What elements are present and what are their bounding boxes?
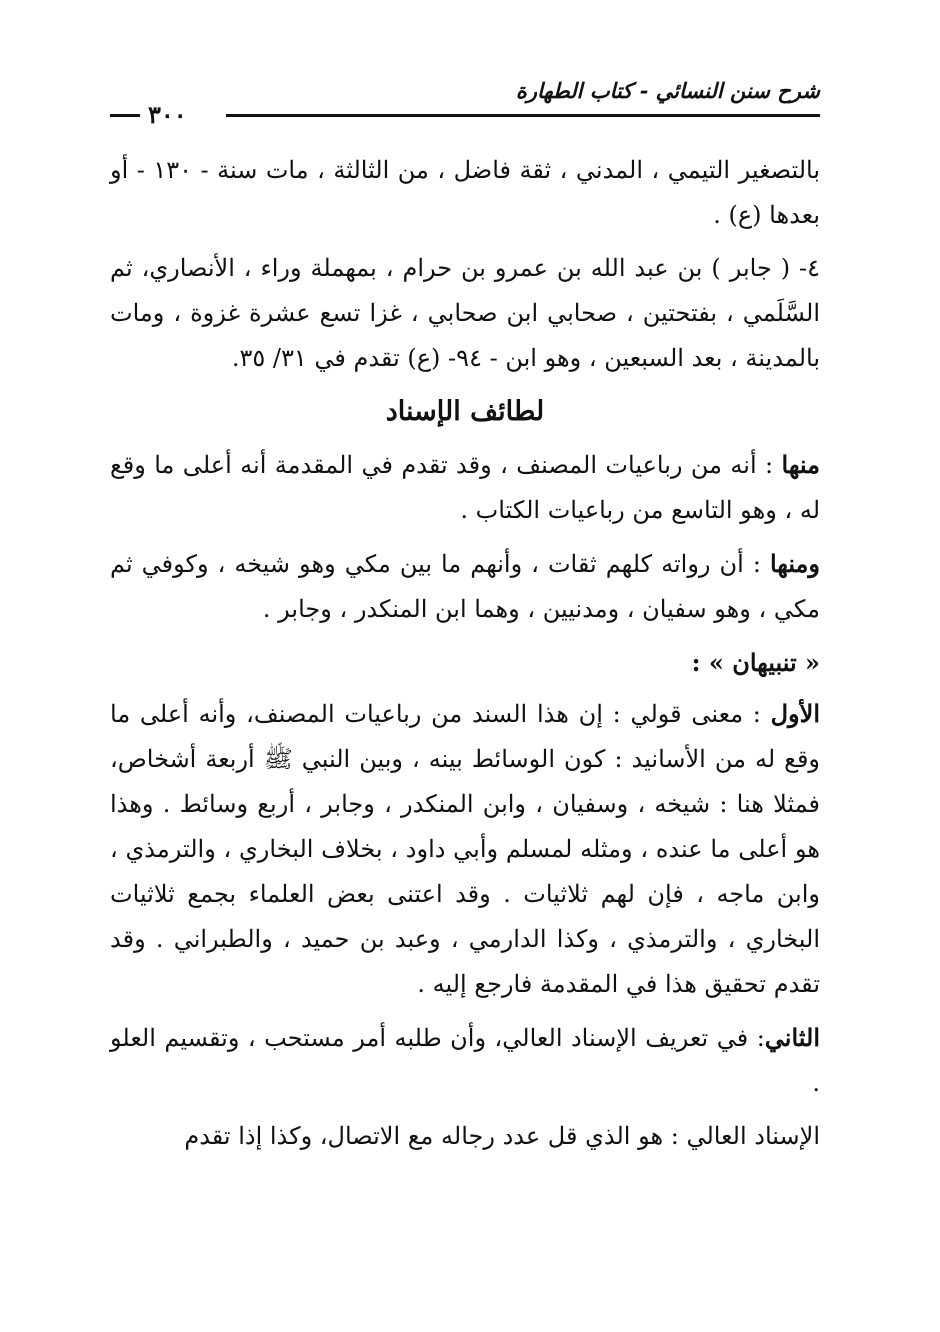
paragraph-second-note xyxy=(110,1015,820,1106)
paragraph-first-note xyxy=(110,691,820,1007)
lead-word: منها xyxy=(781,450,820,479)
page-number: ٣٠٠ xyxy=(148,100,187,129)
paragraph-second-subtlety xyxy=(110,541,820,632)
page-body xyxy=(110,148,820,1159)
paragraph-text: : أنه من رباعيات المصنف ، وقد تقدم في المقدمة أنه أعلى ما وقع له ، وهو التاسع من رباعيات الكتاب . xyxy=(110,451,820,524)
notes-heading: « تنبيهان » : xyxy=(691,648,820,677)
paragraph-narrator-jabir: ٤- ( جابر ) بن عبد الله بن عمرو بن حرام ، بمهملة وراء ، الأنصاري، ثم السَّلَمي ، بفتحتين ، صحابي ابن صحابي ، غزا تسع عشرة غزوة ، ومات بالمدينة ، بعد السبعين ، وهو ابن - ٩٤- (ع) تقدم في ٣١/ ٣٥. xyxy=(110,254,820,372)
paragraph-continuation: بالتصغير التيمي ، المدني ، ثقة فاضل ، من الثالثة ، مات سنة - ١٣٠ - أو بعدها (ع) . xyxy=(110,156,821,229)
header-rule xyxy=(226,114,820,117)
lead-word: ومنها xyxy=(769,549,820,578)
header-rule-short xyxy=(110,114,140,117)
paragraph-high-isnad-definition: الإسناد العالي : هو الذي قل عدد رجاله مع الاتصال، وكذا إذا تقدم xyxy=(184,1122,820,1150)
paragraph-text: : معنى قولي : إن هذا السند من رباعيات المصنف، وأنه أعلى ما وقع له من الأسانيد : كون الوسائط بينه ، وبين النبي ﷺ أربعة أشخاص، فمثلا هنا : شيخه ، وسفيان ، وابن المنكدر ، وجابر ، أربع وسائط . وهذا هو أعلى ما عنده ، ومثله لمسلم وأبي داود ، بخلاف البخاري ، والترمذي ، وابن ماجه ، فإن لهم ثلاثيات . وقد اعتنى بعض العلماء بجمع ثلاثيات البخاري ، والترمذي ، وكذا الدارمي ، وعبد بن حميد ، والطبراني . وقد تقدم تحقيق هذا في المقدمة فارجع إليه . xyxy=(110,700,820,998)
lead-word: الثاني xyxy=(764,1023,820,1052)
running-title: شرح سنن النسائي - كتاب الطهارة xyxy=(515,78,820,103)
page-header xyxy=(110,60,820,129)
book-page xyxy=(110,60,820,1167)
paragraph-text: : في تعريف الإسناد العالي، وأن طلبه أمر مستحب ، وتقسيم العلو . xyxy=(110,1024,820,1097)
lead-word: الأول xyxy=(770,699,820,728)
section-heading: لطائف الإسناد xyxy=(385,396,545,427)
paragraph-text: : أن رواته كلهم ثقات ، وأنهم ما بين مكي وهو شيخه ، وكوفي ثم مكي ، وهو سفيان ، ومدنيين ، وهما ابن المنكدر ، وجابر . xyxy=(110,550,820,623)
paragraph-first-subtlety xyxy=(110,442,820,533)
